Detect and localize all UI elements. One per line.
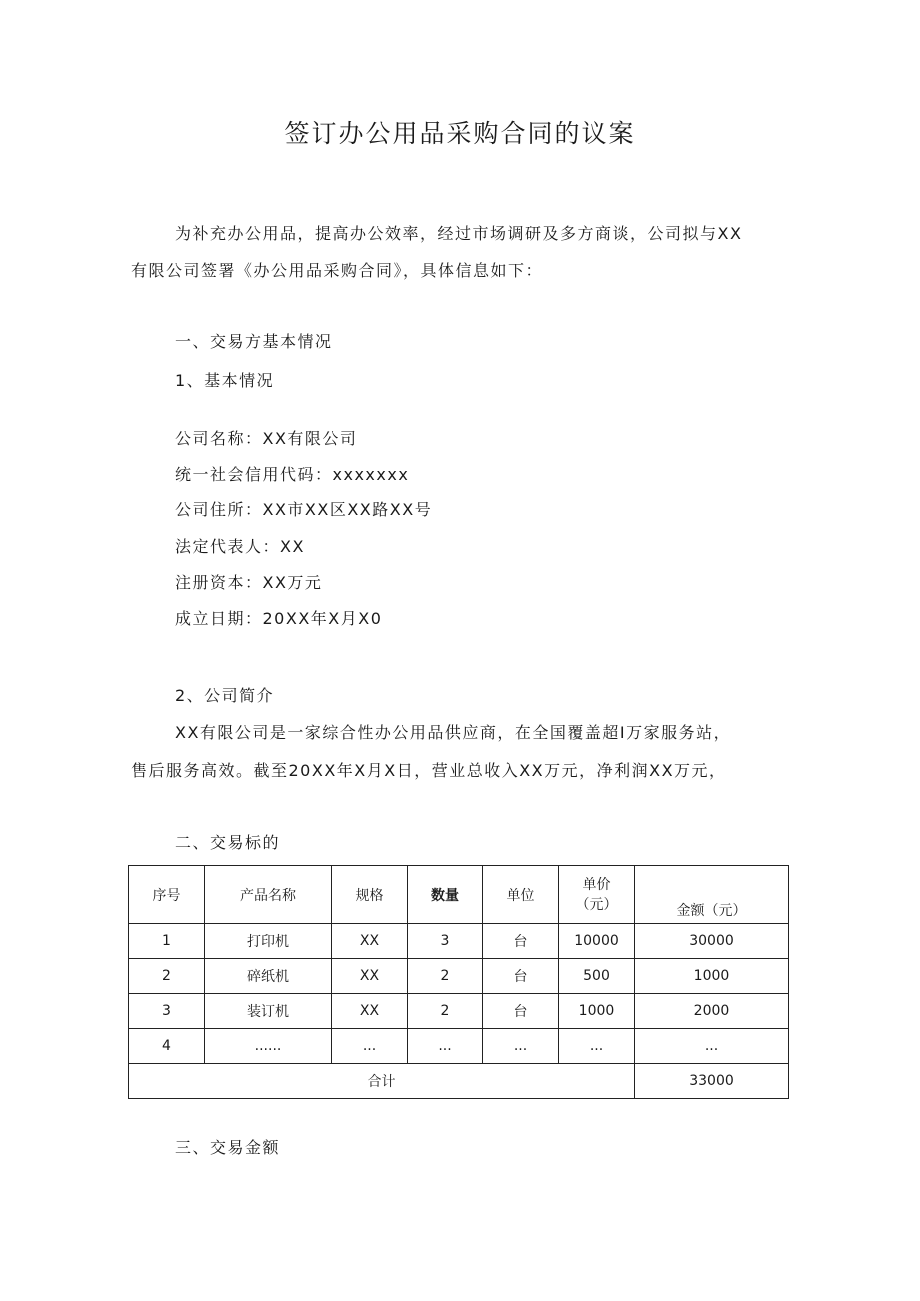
cell-quantity: ... <box>408 1029 483 1064</box>
header-spec: 规格 <box>332 866 408 924</box>
header-unit-price-line-1: 单价 <box>582 876 611 893</box>
cell-product-name: 装订机 <box>205 994 332 1029</box>
header-product-name: 产品名称 <box>205 866 332 924</box>
cell-quantity: 2 <box>408 994 483 1029</box>
total-label: 合计 <box>129 1064 635 1099</box>
table-row <box>129 994 789 1029</box>
cell-unit: 台 <box>483 924 559 959</box>
cell-spec: ... <box>332 1029 408 1064</box>
cell-no: 3 <box>129 994 205 1029</box>
cell-unit: 台 <box>483 994 559 1029</box>
intro-paragraph-line-1: 为补充办公用品，提高办公效率，经过市场调研及多方商谈，公司拟与XX <box>175 224 743 243</box>
subsection-heading-profile: 2、公司简介 <box>175 686 275 705</box>
info-registered-capital: 注册资本：XX万元 <box>175 573 323 592</box>
header-unit-price-line-2: （元） <box>575 896 618 913</box>
cell-amount: 1000 <box>635 959 789 994</box>
table-row <box>129 924 789 959</box>
cell-quantity: 3 <box>408 924 483 959</box>
table-row <box>129 1029 789 1064</box>
section-heading-subject: 二、交易标的 <box>175 833 281 852</box>
header-unit-price <box>559 866 635 924</box>
info-company-name: 公司名称：XX有限公司 <box>175 429 358 448</box>
info-founding-date: 成立日期：20XX年X月X0 <box>175 609 383 628</box>
header-no: 序号 <box>129 866 205 924</box>
subsection-heading-basic-info: 1、基本情况 <box>175 371 275 390</box>
cell-unit: ... <box>483 1029 559 1064</box>
cell-unit-price: 10000 <box>559 924 635 959</box>
cell-product-name: ...... <box>205 1029 332 1064</box>
profile-paragraph-line-2: 售后服务高效。截至20XX年X月X日，营业总收入XX万元，净利润XX万元， <box>131 761 727 780</box>
cell-product-name: 碎纸机 <box>205 959 332 994</box>
cell-no: 2 <box>129 959 205 994</box>
profile-paragraph-line-1: XX有限公司是一家综合性办公用品供应商，在全国覆盖超I万家服务站， <box>175 723 732 742</box>
cell-unit-price: ... <box>559 1029 635 1064</box>
header-quantity: 数量 <box>408 866 483 924</box>
table-header-row <box>129 866 789 924</box>
cell-amount: 2000 <box>635 994 789 1029</box>
table-total-row <box>129 1064 789 1099</box>
section-heading-parties: 一、交易方基本情况 <box>175 332 333 351</box>
document-title: 签订办公用品采购合同的议案 <box>284 119 636 148</box>
cell-amount: 30000 <box>635 924 789 959</box>
cell-spec: XX <box>332 994 408 1029</box>
header-unit: 单位 <box>483 866 559 924</box>
total-value: 33000 <box>635 1064 789 1099</box>
cell-no: 4 <box>129 1029 205 1064</box>
info-credit-code: 统一社会信用代码：xxxxxxx <box>175 465 410 484</box>
cell-amount: ... <box>635 1029 789 1064</box>
intro-paragraph-line-2: 有限公司签署《办公用品采购合同》，具体信息如下： <box>131 261 544 280</box>
cell-no: 1 <box>129 924 205 959</box>
table-row <box>129 959 789 994</box>
cell-unit: 台 <box>483 959 559 994</box>
cell-spec: XX <box>332 959 408 994</box>
info-legal-rep: 法定代表人：XX <box>175 537 305 556</box>
header-amount: 金额（元） <box>635 866 789 924</box>
info-address: 公司住所：XX市XX区XX路XX号 <box>175 500 433 519</box>
cell-unit-price: 500 <box>559 959 635 994</box>
cell-spec: XX <box>332 924 408 959</box>
items-table <box>128 865 789 1099</box>
cell-unit-price: 1000 <box>559 994 635 1029</box>
section-heading-amount: 三、交易金额 <box>175 1138 281 1157</box>
cell-quantity: 2 <box>408 959 483 994</box>
cell-product-name: 打印机 <box>205 924 332 959</box>
